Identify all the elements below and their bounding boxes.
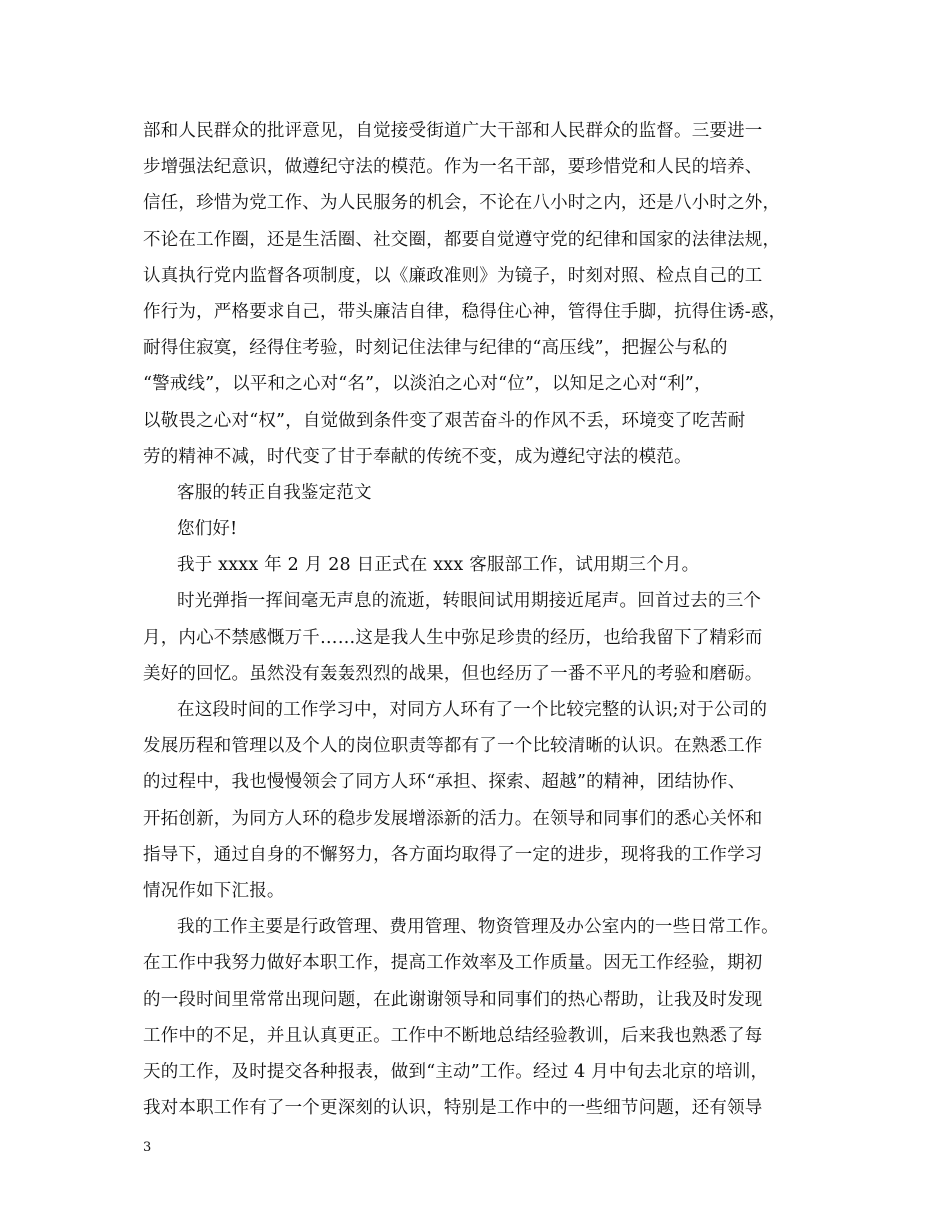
text-line: 天的工作，及时提交各种报表，做到“主动”工作。经过 4 月中旬去北京的培训，: [143, 1061, 769, 1082]
text-line: 在这段时间的工作学习中，对同方人环有了一个比较完整的认识;对于公司的: [177, 700, 768, 720]
text-line: 在工作中我努力做好本职工作，提高工作效率及工作质量。因无工作经验，期初: [143, 953, 763, 974]
text-line: 部和人民群众的批评意见，自觉接受街道广大干部和人民群众的监督。三要进一: [143, 121, 763, 141]
text-line: 以敬畏之心对“权”，自觉做到条件变了艰苦奋斗的作风不丢，环境变了吃苦耐: [143, 410, 746, 431]
paragraph: [143, 547, 833, 583]
text-line: 不论在工作圈，还是生活圈、社交圈，都要自觉遵守党的纪律和国家的法律法规，: [143, 229, 781, 250]
text-line: 美好的回忆。虽然没有轰轰烈烈的战果，但也经历了一番不平凡的考验和磨砺。: [143, 663, 763, 684]
paragraph: [143, 583, 833, 692]
paragraph: [143, 692, 833, 909]
text-line: 我的工作主要是行政管理、费用管理、物资管理及办公室内的一些日常工作。: [177, 917, 779, 938]
text-line: 指导下，通过自身的不懈努力，各方面均取得了一定的进步，现将我的工作学习: [143, 844, 763, 865]
text-line: 耐得住寂寞，经得住考验，时刻记住法律与纪律的“高压线”，把握公与私的: [143, 338, 728, 359]
paragraph: [143, 511, 833, 547]
text-line: 的一段时间里常常出现问题，在此谢谢领导和同事们的热心帮助，让我及时发现: [143, 989, 763, 1010]
paragraph: [143, 909, 833, 1126]
text-line: 工作中的不足，并且认真更正。工作中不断地总结经验教训，后来我也熟悉了每: [143, 1025, 763, 1046]
text-line: 客服的转正自我鉴定范文: [177, 482, 372, 503]
text-line: 我于 xxxx 年 2 月 28 日正式在 xxx 客服部工作，试用期三个月。: [177, 555, 700, 576]
text-line: 作行为，严格要求自己，带头廉洁自律，稳得住心神，管得住手脚，抗得住诱-惑，: [143, 301, 787, 322]
text-line: 步增强法纪意识，做遵纪守法的模范。作为一名干部，要珍惜党和人民的培养、: [143, 157, 763, 178]
text-line: 您们好!: [177, 519, 238, 540]
text-line: 劳的精神不减，时代变了甘于奉献的传统不变，成为遵纪守法的模范。: [143, 446, 692, 467]
page-number: 3: [143, 1140, 152, 1155]
text-line: “警戒线”，以平和之心对“名”，以淡泊之心对“位”，以知足之心对“利”，: [143, 374, 712, 395]
text-line: 我对本职工作有了一个更深刻的认识，特别是工作中的一些细节问题，还有领导: [143, 1098, 763, 1119]
text-line: 信任，珍惜为党工作、为人民服务的机会，不论在八小时之内，还是八小时之外，: [143, 193, 781, 214]
text-line: 情况作如下汇报。: [143, 880, 285, 901]
text-line: 认真执行党内监督各项制度，以《廉政准则》为镜子，时刻对照、检点自己的工: [143, 265, 763, 286]
text-line: 开拓创新，为同方人环的稳步发展增添新的活力。在领导和同事们的悉心关怀和: [143, 808, 763, 829]
paragraph: [143, 113, 833, 475]
text-line: 月，内心不禁感慨万千……这是我人生中弥足珍贵的经历，也给我留下了精彩而: [143, 627, 763, 648]
document-body: [143, 113, 833, 1126]
text-line: 发展历程和管理以及个人的岗位职责等都有了一个比较清晰的认识。在熟悉工作: [143, 736, 763, 757]
paragraph: [143, 475, 833, 511]
text-line: 的过程中，我也慢慢领会了同方人环“承担、探索、超越”的精神，团结协作、: [143, 772, 746, 793]
text-line: 时光弹指一挥间毫无声息的流逝，转眼间试用期接近尾声。回首过去的三个: [177, 591, 762, 612]
